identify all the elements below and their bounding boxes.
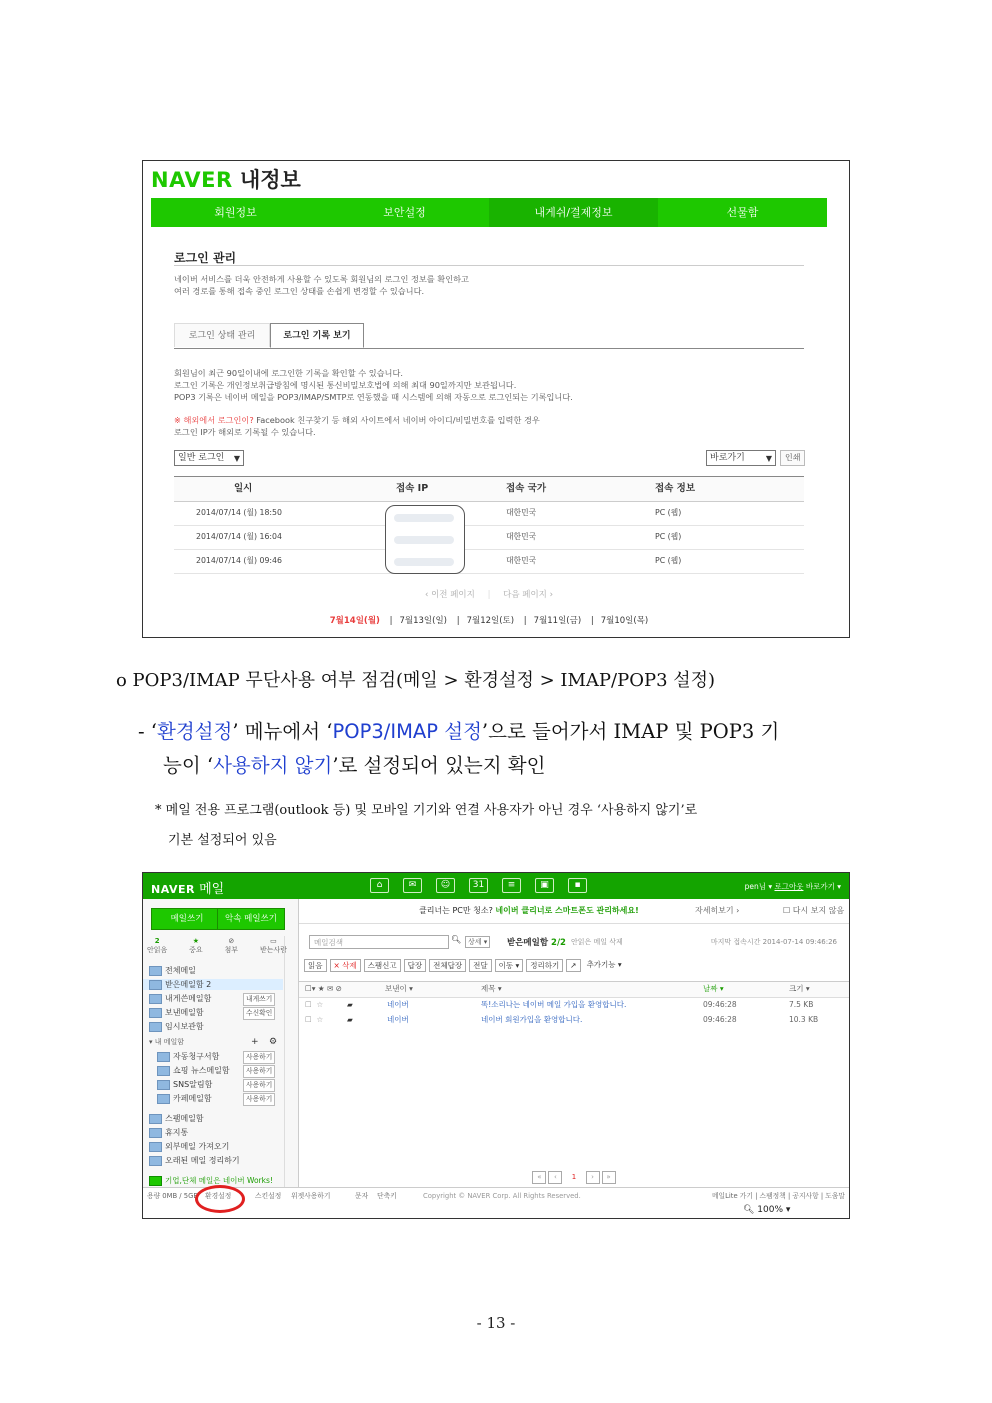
folder-icon — [149, 1114, 162, 1124]
filter-attach[interactable]: ⊘ 첨부 — [224, 937, 239, 954]
banner-link[interactable]: 네이버 클리너로 스마트폰도 관리하세요! — [495, 906, 639, 915]
naver-myinfo-screenshot — [142, 160, 850, 638]
footer-widget-link[interactable]: 위젯사용하기 — [291, 1192, 331, 1200]
mail-pager — [299, 1171, 849, 1184]
use-button[interactable]: 사용하기 — [243, 1065, 275, 1078]
zoom-indicator[interactable]: 🔍︎ 100% ▾ — [743, 1205, 791, 1215]
divider — [174, 265, 804, 266]
section-title: 로그인 관리 — [174, 251, 237, 265]
global-nav — [151, 198, 827, 227]
chevron-down-icon: ▼ — [765, 454, 772, 463]
masked-ip — [394, 514, 454, 522]
section-description: 네이버 서비스를 더욱 안전하게 사용할 수 있도록 회원님의 로그인 정보를 확인하고 여러 경로를 통해 접속 중인 로그인 상태를 손쉽게 변경할 수 있습니다. — [174, 274, 469, 296]
folder-spam[interactable]: 스팸메일함 — [149, 1113, 204, 1124]
footer-sms-link[interactable]: 문자 — [355, 1192, 369, 1200]
filter-recipient[interactable]: ▭ 받는사람 — [259, 937, 287, 954]
bullet-settings-instruction: - ‘환경설정’ 메뉴에서 ‘POP3/IMAP 설정’으로 들어가서 IMAP 및 POP3 기 능이 ‘사용하지 않기’로 설정되어 있는지 확인 — [138, 720, 780, 777]
filter-important[interactable]: ★ 중요 — [189, 937, 203, 954]
prev-page-link[interactable]: ‹ 이전 페이지 — [425, 590, 475, 600]
footer-right-links[interactable]: 메일Lite 가기 | 스팸정책 | 공지사항 | 도움말 — [711, 1192, 845, 1200]
spam-button[interactable]: 스팸신고 — [364, 959, 401, 972]
gear-icon[interactable]: ⚙ — [269, 1037, 278, 1047]
contacts-icon[interactable]: ☺ — [436, 878, 455, 893]
history-info: 회원님이 최근 90일이내에 로그인한 기록을 확인할 수 있습니다. 로그인 기록은 개인정보취급방침에 명시된 통신비밀보호법에 의해 최대 90일까지만 보관됩니다. POP3 기록은 네이버 메일을 POP3/IMAP/SMTP로 연동했을 때 시스템에 의해 자동으로 로그인되는 기록입니다. — [174, 368, 573, 402]
search-detail-button[interactable]: 상세 ▾ — [465, 936, 490, 948]
write-me-button[interactable]: 악속 메일쓰기 — [217, 908, 285, 930]
mail-header — [143, 873, 849, 899]
clip-icon: ⊘ — [228, 937, 235, 945]
footer-skin-link[interactable]: 스킨설정 — [255, 1192, 282, 1200]
select-all-checkbox[interactable]: ☐▾ ★ ✉ ⊘ — [305, 984, 342, 993]
banner-more-link[interactable]: 자세히보기 › — [695, 906, 740, 915]
folder-icon — [157, 1094, 170, 1104]
login-tabs — [174, 323, 804, 349]
footnote: * 메일 전용 프로그램(outlook 등) 및 모바일 기기와 연결 사용자가 아닌 경우 ‘사용하지 않기’로 기본 설정되어 있음 — [155, 803, 698, 848]
add-folder-icon[interactable]: + — [251, 1037, 259, 1047]
trash-icon — [149, 1128, 162, 1138]
folder-shopping[interactable]: 쇼핑 뉴스메일함 — [157, 1065, 230, 1076]
mail-toolbar — [304, 959, 625, 972]
mail-main — [299, 899, 849, 1203]
folder-icon — [149, 1022, 162, 1032]
page-number: - 13 - — [476, 1314, 516, 1332]
mail-row[interactable]: ☐ ☆ ▰ 네이버 똑!소리나는 네이버 메일 가입을 환영합니다. 09:46:28 7.5 KB — [299, 997, 849, 1012]
folder-draft[interactable]: 임시보관함 — [149, 1021, 204, 1032]
user-name[interactable]: pen님 ▾ — [744, 882, 773, 891]
forward-button[interactable]: 전달 — [469, 959, 492, 972]
works-link[interactable]: 기업,단체 메일은 네이버 Works! — [149, 1175, 273, 1186]
next-page-button[interactable]: › — [586, 1171, 600, 1184]
shortcut-select[interactable]: 바로가기 ▼ — [706, 450, 776, 466]
table-row: 2014/07/14 (월) 18:50 대한민국 PC (웹) — [174, 501, 804, 526]
login-type-select[interactable]: 일반 로그인 ▼ — [174, 450, 244, 466]
copyright: Copyright © NAVER Corp. All Rights Reserved. — [423, 1192, 581, 1200]
row-checkbox[interactable]: ☐ ☆ — [305, 1000, 324, 1009]
use-button[interactable]: 사용하기 — [243, 1051, 275, 1064]
memo-icon[interactable]: ≡ — [502, 878, 521, 893]
folder-icon — [149, 1142, 162, 1152]
search-icon[interactable]: 🔍︎ — [451, 935, 462, 944]
date-link[interactable]: 7월14일(월) — [329, 616, 380, 626]
mail-footer — [143, 1187, 849, 1206]
highlight-circle — [195, 1185, 245, 1213]
bullet-pop3-check: o POP3/IMAP 무단사용 여부 점검(메일 > 환경설정 > IMAP/POP3 설정) — [116, 670, 716, 691]
table-row: 2014/07/14 (월) 09:46 대한민국 PC (웹) — [174, 549, 804, 574]
folder-all[interactable]: 전체메일 — [149, 965, 196, 976]
person-icon: ▭ — [270, 937, 277, 945]
last-login: 마지막 접속시간 2014-07-14 09:46:26 — [710, 938, 837, 946]
date-link[interactable]: 7월13일(일) — [399, 616, 447, 626]
date-link[interactable]: 7월11일(금) — [533, 616, 582, 626]
home-icon[interactable]: ⌂ — [370, 878, 389, 893]
use-button[interactable]: 사용하기 — [243, 1079, 275, 1092]
promo-banner: 클리너는 PC만 청소? 네이버 클리너로 스마트폰도 관리하세요! 자세히보기 › ☐ 다시 보지 않음 — [299, 899, 849, 924]
move-button[interactable]: 이동 ▾ — [495, 959, 524, 972]
delete-button[interactable]: × 삭제 — [330, 959, 361, 972]
more-icon[interactable]: ▪ — [568, 878, 587, 893]
unread-delete-link[interactable]: 안읽은 메일 삭제 — [571, 938, 623, 946]
mail-row[interactable]: ☐ ☆ ▰ 네이버 네이버 회원가입을 환영합니다. 09:46:28 10.3 KB — [299, 1012, 849, 1027]
naver-logo[interactable]: NAVER 내정보 — [151, 168, 301, 192]
app-icons — [370, 878, 587, 893]
mail-icon: ▰ — [347, 1000, 353, 1009]
shortcut-link[interactable]: 바로가기 ▾ — [805, 882, 841, 891]
ndrive-icon[interactable]: ▣ — [535, 878, 554, 893]
nav-security[interactable]: 보안설정 — [383, 206, 426, 219]
write-to-me-button[interactable]: 내게쓰기 — [243, 993, 275, 1006]
old-mail-cleanup[interactable]: 오래된 메일 정리하기 — [149, 1155, 240, 1166]
folder-icon — [157, 1066, 170, 1076]
nav-payment[interactable]: 내게쉬/결제정보 — [489, 198, 658, 227]
logout-link[interactable]: 로그아웃 — [774, 882, 804, 891]
next-page-link[interactable]: 다음 페이지 › — [503, 590, 553, 600]
use-button[interactable]: 사용하기 — [243, 1093, 275, 1106]
mail-list-header: ☐▾ ★ ✉ ⊘ 보낸이 ▾ 제목 ▾ 날짜 ▾ 크기 ▾ — [299, 981, 849, 998]
naver-mail-logo[interactable]: NAVER 메일 — [151, 882, 225, 897]
chevron-down-icon: ▼ — [233, 454, 240, 463]
my-folders-toggle[interactable]: ▾ 내 메일함 — [149, 1038, 185, 1046]
sidebar-scrollbar[interactable] — [284, 936, 295, 1196]
print-button[interactable]: 인쇄 — [780, 450, 805, 466]
mail-icon — [149, 1176, 162, 1186]
nav-gift[interactable]: 선물함 — [726, 206, 759, 219]
first-page-button[interactable]: « — [532, 1171, 546, 1184]
read-receipt-button[interactable]: 수신확인 — [243, 1007, 275, 1020]
masked-ip — [394, 558, 454, 566]
read-button[interactable]: 읽음 — [304, 959, 327, 972]
footer-settings-link[interactable]: 환경설정 — [205, 1192, 232, 1200]
organize-button[interactable]: 정리하기 — [526, 959, 563, 972]
table-header: 일시 접속 IP 접속 국가 접속 정보 — [174, 476, 804, 502]
share-icon[interactable]: ↗ — [566, 959, 580, 972]
storage-usage: 용량 0MB / 5GB — [147, 1192, 199, 1200]
external-mail[interactable]: 외부메일 가져오기 — [149, 1141, 229, 1152]
folder-icon — [157, 1080, 170, 1090]
overseas-warning: ※ 해외에서 로그인이? Facebook 친구찾기 등 해외 사이트에서 네이버 아이디/비밀번호를 입력한 경우 로그인 IP가 해외로 기록될 수 있습니다. — [174, 415, 540, 437]
nav-member-info[interactable]: 회원정보 — [214, 206, 257, 219]
more-features-button[interactable]: 추가기능 ▾ — [584, 959, 625, 972]
user-menu — [745, 881, 841, 892]
tab-login-status[interactable]: 로그인 상태 관리 — [174, 323, 270, 347]
write-mail-button[interactable]: 메일쓰기 — [151, 908, 223, 930]
folder-icon — [149, 994, 162, 1004]
folder-to-me[interactable]: 내게쓴메일함 — [149, 993, 211, 1004]
search-input[interactable]: 메일검색 — [309, 935, 449, 949]
masked-ip — [394, 536, 454, 544]
calendar-icon[interactable]: 31 — [469, 878, 488, 893]
folder-bill[interactable]: 자동청구서함 — [157, 1051, 219, 1062]
folder-inbox[interactable]: 받은메일함 2 — [143, 979, 283, 990]
folder-icon — [157, 1052, 170, 1062]
folder-icon — [149, 966, 162, 976]
current-page[interactable]: 1 — [567, 1171, 581, 1184]
date-link[interactable]: 7월10일(목) — [600, 616, 649, 626]
mail-icon: ▰ — [347, 1015, 353, 1024]
prev-page-button[interactable]: ‹ — [548, 1171, 562, 1184]
reply-all-button[interactable]: 전체답장 — [429, 959, 466, 972]
banner-hide-checkbox[interactable]: ☐ 다시 보지 않음 — [783, 906, 845, 915]
reply-button[interactable]: 답장 — [404, 959, 427, 972]
page-nav: ‹ 이전 페이지 | 다음 페이지 › — [425, 590, 553, 600]
mail-sidebar — [143, 899, 299, 1203]
filter-unread[interactable]: 2 안읽음 — [147, 937, 168, 954]
folder-cafe[interactable]: 카페메일함 — [157, 1093, 212, 1104]
mail-icon[interactable]: ✉ — [403, 878, 422, 893]
tab-login-history[interactable]: 로그인 기록 보기 — [270, 323, 364, 348]
table-row: 2014/07/14 (월) 16:04 대한민국 PC (웹) — [174, 525, 804, 550]
quick-filters — [147, 937, 287, 955]
folder-sent[interactable]: 보낸메일함 — [149, 1007, 204, 1018]
folder-trash[interactable]: 휴지통 — [149, 1127, 188, 1138]
folder-icon — [149, 980, 162, 990]
naver-mail-screenshot — [142, 872, 850, 1219]
footer-shortcut-link[interactable]: 단축키 — [377, 1192, 397, 1200]
masked-ip-box — [385, 505, 465, 574]
inbox-title: 받은메일함 2/2 — [507, 938, 566, 948]
overseas-link[interactable]: ※ 해외에서 로그인이? — [174, 415, 254, 425]
date-nav: 7월14일(월) | 7월13일(일) | 7월12일(토) | 7월11일(금) | 7월10일(목) — [329, 616, 649, 626]
row-checkbox[interactable]: ☐ ☆ — [305, 1015, 324, 1024]
last-page-button[interactable]: » — [602, 1171, 616, 1184]
date-link[interactable]: 7월12일(토) — [466, 616, 515, 626]
folder-icon — [149, 1156, 162, 1166]
folder-icon — [149, 1008, 162, 1018]
folder-sns[interactable]: SNS알림함 — [157, 1079, 212, 1090]
